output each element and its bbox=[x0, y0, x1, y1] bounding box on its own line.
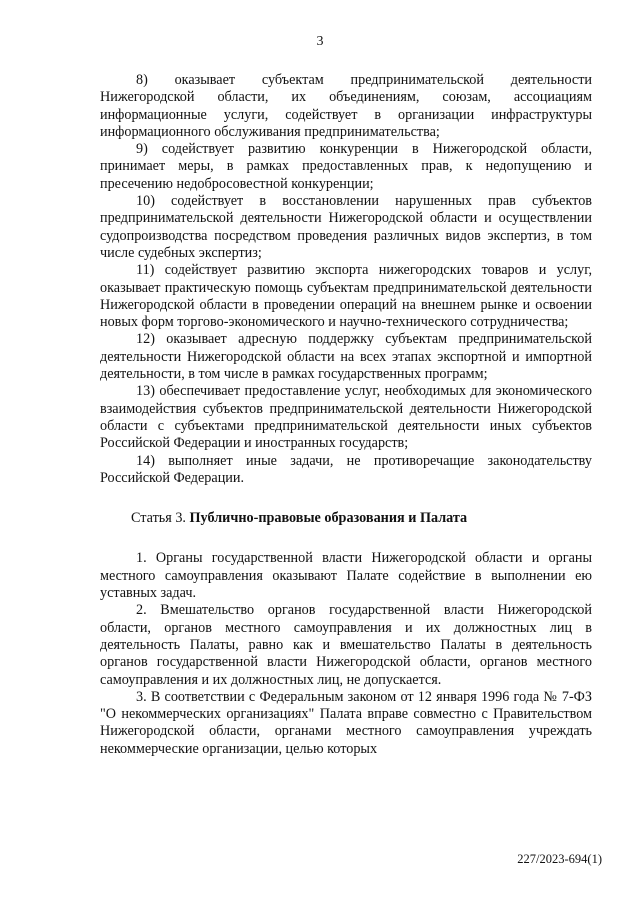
list-item-9: 9) содействует развитию конкуренции в Нижегородской области, принимает меры, в рамках предоставленных прав, к недопущению и пресечению недобросовестной конкуренции; bbox=[100, 141, 592, 192]
document-code: 227/2023-694(1) bbox=[517, 852, 602, 866]
list-item-14: 14) выполняет иные задачи, не противоречащие законодательству Российской Федерации. bbox=[100, 452, 592, 486]
list-item-11: 11) содействует развитию экспорта нижегородских товаров и услуг, оказывает практическую помощь субъектам предпринимательской деятельности Нижегородской области в проведении операций на внешнем рынке и освоении новых форм торгово-экономического и научно-технического сотрудничества; bbox=[100, 262, 592, 331]
list-item-8: 8) оказывает субъектам предпринимательской деятельности Нижегородской области, их объединениям, союзам, ассоциациям информационные услуги, содействует в организации инфраструктуры информационного обслуживания предпринимательства; bbox=[100, 72, 592, 140]
article-heading bbox=[100, 510, 592, 527]
article-paragraph-3: 3. В соответствии с Федеральным законом от 12 января 1996 года № 7-ФЗ "О некоммерческих организациях" Палата вправе совместно с Правительством Нижегородской области, органами местного самоуправления учреждать некоммерческие организации, целью которых bbox=[100, 688, 592, 757]
article-paragraph-1: 1. Органы государственной власти Нижегородской области и органы местного самоуправления оказывают Палате содействие в выполнении ею уставных задач. bbox=[100, 550, 592, 602]
article-title: Публично-правовые образования и Палата bbox=[189, 510, 468, 527]
list-item-10: 10) содействует в восстановлении нарушенных прав субъектов предпринимательской деятельности Нижегородской области и осуществлении судопроизводства посредством проведения различных видов экспертиз, в том числе судебных экспертиз; bbox=[100, 193, 592, 261]
list-item-12: 12) оказывает адресную поддержку субъектам предпринимательской деятельности Нижегородской области на всех этапах экспортной и импортной деятельности, в том числе в рамках государственных программ; bbox=[100, 331, 592, 383]
article-paragraph-2: 2. Вмешательство органов государственной власти Нижегородской области, органов местного самоуправления и их должностных лиц в деятельность Палаты, равно как и вмешательство Палаты в деятельность органов государственной власти Нижегородской области, органов местного самоуправления и их должностных лиц, не допускается. bbox=[100, 602, 592, 688]
article-label: Статья 3. bbox=[131, 510, 190, 527]
heading-spacer bbox=[100, 527, 592, 550]
section-spacer bbox=[100, 487, 592, 510]
page-number: 3 bbox=[316, 34, 324, 49]
document-body bbox=[100, 72, 592, 758]
list-item-13: 13) обеспечивает предоставление услуг, необходимых для экономического взаимодействия субъектов предпринимательской деятельности Нижегородской области с субъектами предпринимательской деятельности иных субъектов Российской Федерации и иностранных государств; bbox=[100, 383, 592, 452]
